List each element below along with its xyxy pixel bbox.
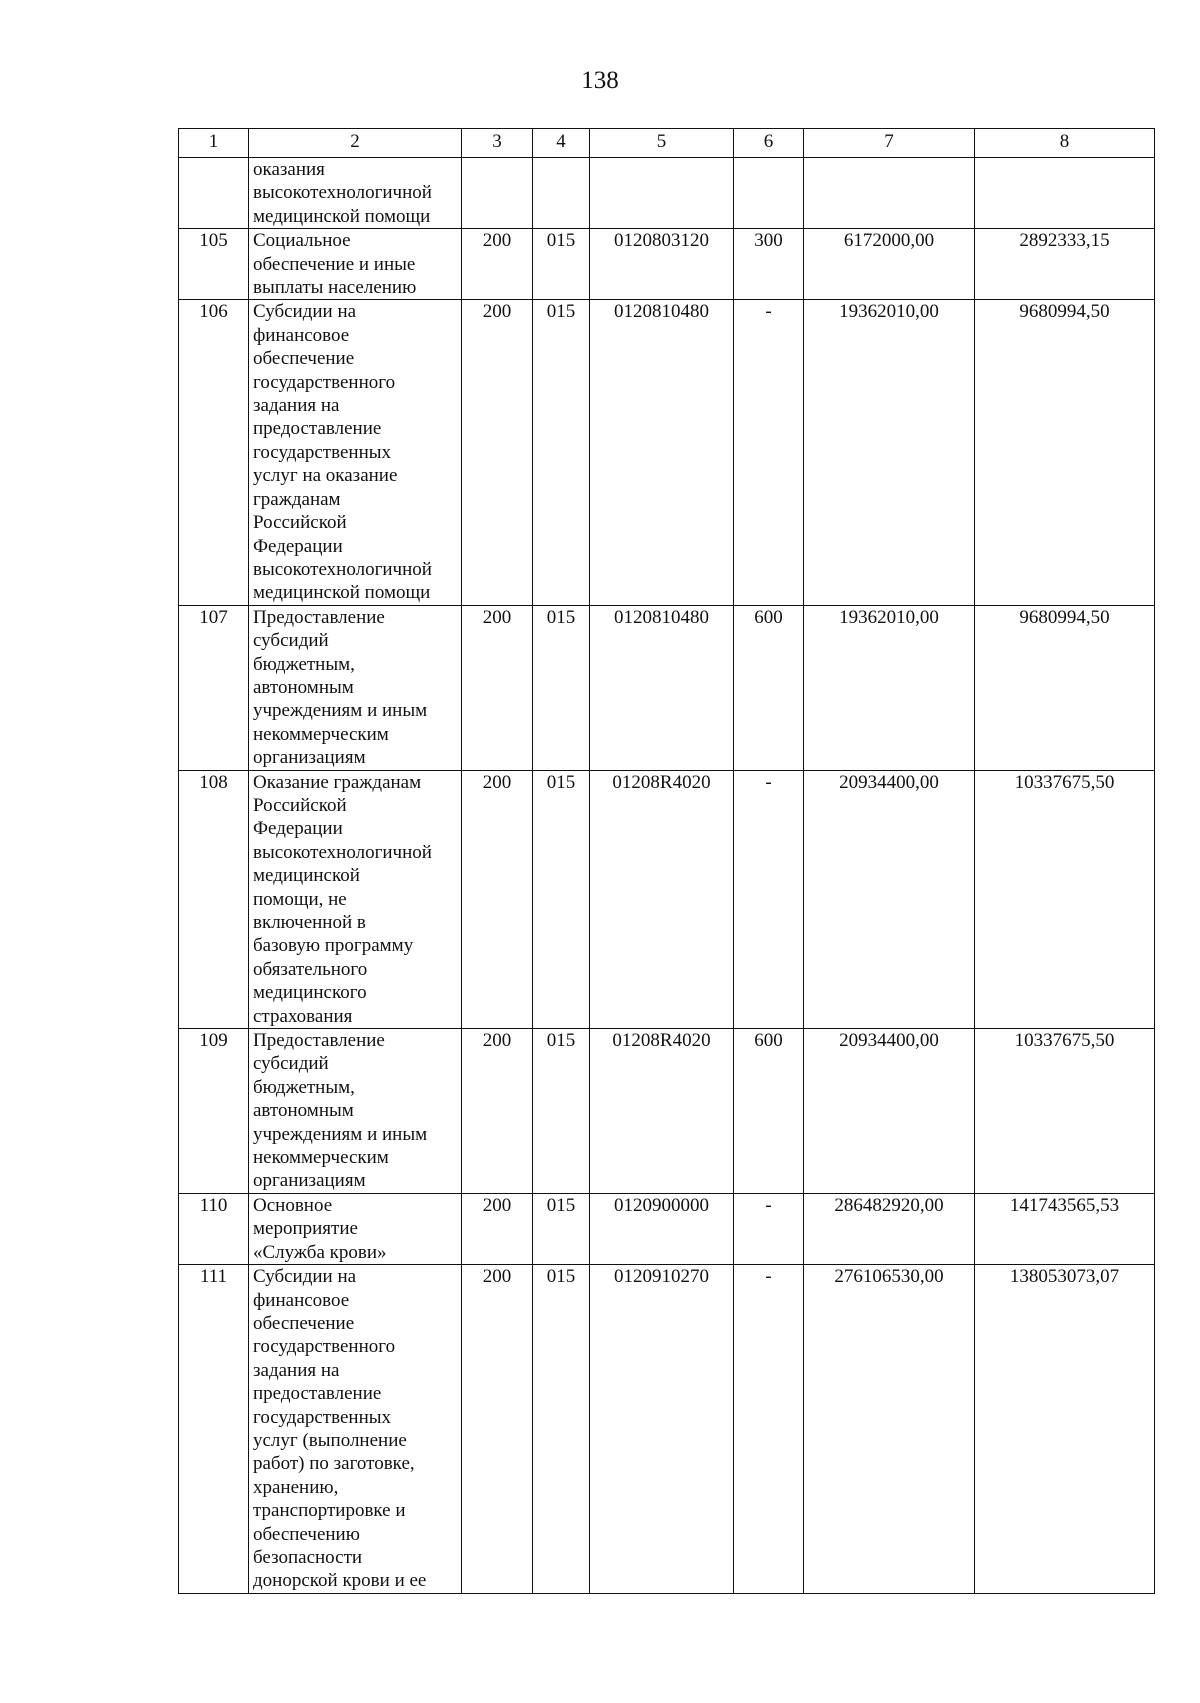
cell-col6: - — [734, 1193, 804, 1264]
row-name-line: медицинской помощи — [253, 205, 431, 227]
row-name-line: субсидий — [253, 1053, 329, 1075]
row-name-line: услуг на оказание — [253, 465, 398, 487]
row-name-line: мероприятие — [253, 1218, 358, 1240]
cell-col3: 200 — [462, 1265, 533, 1594]
table-row — [179, 300, 1155, 605]
row-name-line: некоммерческим — [253, 1147, 389, 1169]
cell-col5: 01208R4020 — [590, 1029, 734, 1194]
row-number-cell: 110 — [179, 1193, 249, 1264]
row-name-line: гражданам — [253, 488, 341, 510]
row-name-line: высокотехнологичной — [253, 841, 432, 863]
cell-col5: 01208R4020 — [590, 770, 734, 1028]
row-name-line: хранению, — [253, 1476, 339, 1498]
cell-col6: 300 — [734, 229, 804, 300]
row-name-line: учреждениям и иным — [253, 700, 428, 722]
cell-col8 — [975, 158, 1155, 229]
cell-col4: 015 — [533, 1029, 590, 1194]
cell-col8: 141743565,53 — [975, 1193, 1155, 1264]
cell-col7: 6172000,00 — [804, 229, 975, 300]
cell-col5: 0120910270 — [590, 1265, 734, 1594]
cell-col3 — [462, 158, 533, 229]
cell-col6 — [734, 158, 804, 229]
row-name-line: задания на — [253, 1359, 340, 1381]
table-row — [179, 605, 1155, 770]
cell-col6: - — [734, 770, 804, 1028]
column-header-3: 3 — [462, 129, 533, 158]
row-name-line: обеспечению — [253, 1523, 360, 1545]
row-name-line: бюджетным, — [253, 653, 355, 675]
row-name-line: работ) по заготовке, — [253, 1453, 415, 1475]
row-name-line: «Служба крови» — [253, 1241, 387, 1263]
budget-table — [178, 128, 1155, 1594]
column-header-2: 2 — [249, 129, 462, 158]
row-name-line: государственного — [253, 371, 396, 393]
cell-col7: 276106530,00 — [804, 1265, 975, 1594]
row-name-line: организациям — [253, 747, 366, 769]
table-row — [179, 1029, 1155, 1194]
row-name-line: некоммерческим — [253, 723, 389, 745]
cell-col6: - — [734, 1265, 804, 1594]
cell-col7: 20934400,00 — [804, 770, 975, 1028]
row-name-line: Социальное — [253, 230, 351, 252]
cell-col5 — [590, 158, 734, 229]
column-header-6: 6 — [734, 129, 804, 158]
row-name-line: выплаты населению — [253, 277, 417, 299]
row-name-line: предоставление — [253, 418, 382, 440]
row-number-cell: 111 — [179, 1265, 249, 1594]
row-number-cell: 109 — [179, 1029, 249, 1194]
cell-col8: 2892333,15 — [975, 229, 1155, 300]
row-name-cell — [249, 605, 462, 770]
row-name-cell — [249, 158, 462, 229]
row-name-line: Федерации — [253, 535, 343, 557]
cell-col6: 600 — [734, 605, 804, 770]
cell-col4: 015 — [533, 605, 590, 770]
column-header-8: 8 — [975, 129, 1155, 158]
column-header-1: 1 — [179, 129, 249, 158]
row-name-line: транспортировке и — [253, 1500, 406, 1522]
column-header-4: 4 — [533, 129, 590, 158]
cell-col4 — [533, 158, 590, 229]
row-name-line: субсидий — [253, 630, 329, 652]
row-name-line: Российской — [253, 512, 347, 534]
row-name-line: медицинской — [253, 865, 360, 887]
cell-col8: 9680994,50 — [975, 605, 1155, 770]
page-number: 138 — [581, 67, 619, 94]
row-name-line: высокотехнологичной — [253, 558, 432, 580]
row-name-line: обеспечение — [253, 1312, 355, 1334]
cell-col8: 138053073,07 — [975, 1265, 1155, 1594]
row-name-cell — [249, 1029, 462, 1194]
cell-col3: 200 — [462, 1193, 533, 1264]
row-name-line: Федерации — [253, 818, 343, 840]
cell-col8: 9680994,50 — [975, 300, 1155, 605]
row-name-line: обеспечение и иные — [253, 253, 416, 275]
row-name-line: финансовое — [253, 1289, 350, 1311]
table-row — [179, 770, 1155, 1028]
cell-col7 — [804, 158, 975, 229]
row-number-cell — [179, 158, 249, 229]
cell-col6: 600 — [734, 1029, 804, 1194]
row-name-line: задания на — [253, 395, 340, 417]
cell-col4: 015 — [533, 229, 590, 300]
row-name-line: Основное — [253, 1194, 333, 1216]
row-name-line: финансовое — [253, 324, 350, 346]
cell-col7: 20934400,00 — [804, 1029, 975, 1194]
cell-col5: 0120810480 — [590, 300, 734, 605]
row-name-line: Предоставление — [253, 606, 385, 628]
row-name-line: бюджетным, — [253, 1076, 355, 1098]
row-name-line: услуг (выполнение — [253, 1429, 407, 1451]
row-name-cell — [249, 1265, 462, 1594]
row-name-line: включенной в — [253, 912, 366, 933]
row-name-line: Субсидии на — [253, 301, 357, 323]
cell-col5: 0120803120 — [590, 229, 734, 300]
table-row — [179, 1265, 1155, 1594]
row-name-cell — [249, 300, 462, 605]
cell-col3: 200 — [462, 770, 533, 1028]
cell-col7: 286482920,00 — [804, 1193, 975, 1264]
row-name-line: базовую программу — [253, 935, 414, 957]
row-name-cell — [249, 1193, 462, 1264]
row-name-line: высокотехнологичной — [253, 182, 432, 204]
cell-col3: 200 — [462, 300, 533, 605]
row-name-line: предоставление — [253, 1383, 382, 1405]
row-name-line: государственных — [253, 1406, 392, 1428]
column-header-7: 7 — [804, 129, 975, 158]
row-name-line: организациям — [253, 1170, 366, 1192]
row-number-cell: 107 — [179, 605, 249, 770]
cell-col3: 200 — [462, 1029, 533, 1194]
cell-col4: 015 — [533, 300, 590, 605]
row-name-line: страхования — [253, 1005, 353, 1027]
cell-col4: 015 — [533, 770, 590, 1028]
table-row — [179, 229, 1155, 300]
row-number-cell: 108 — [179, 770, 249, 1028]
row-name-line: оказания — [253, 159, 325, 180]
row-name-line: Оказание гражданам — [253, 771, 422, 793]
row-number-cell: 106 — [179, 300, 249, 605]
row-name-line: Российской — [253, 794, 347, 816]
row-name-line: помощи, не — [253, 888, 347, 910]
header-row — [179, 129, 1155, 158]
row-name-line: Субсидии на — [253, 1266, 357, 1288]
row-name-line: государственного — [253, 1336, 396, 1358]
row-name-line: автономным — [253, 676, 354, 698]
row-number-cell: 105 — [179, 229, 249, 300]
cell-col4: 015 — [533, 1193, 590, 1264]
row-name-line: государственных — [253, 441, 392, 463]
row-name-line: обеспечение — [253, 348, 355, 370]
row-name-line: безопасности — [253, 1546, 363, 1568]
table-row — [179, 158, 1155, 229]
row-name-cell — [249, 229, 462, 300]
row-name-cell — [249, 770, 462, 1028]
cell-col3: 200 — [462, 229, 533, 300]
cell-col5: 0120810480 — [590, 605, 734, 770]
cell-col7: 19362010,00 — [804, 300, 975, 605]
row-name-line: донорской крови и ее — [253, 1570, 427, 1592]
row-name-line: медицинского — [253, 982, 367, 1004]
cell-col7: 19362010,00 — [804, 605, 975, 770]
cell-col3: 200 — [462, 605, 533, 770]
row-name-line: медицинской помощи — [253, 582, 431, 604]
row-name-line: обязательного — [253, 958, 368, 980]
row-name-line: Предоставление — [253, 1030, 385, 1052]
cell-col5: 0120900000 — [590, 1193, 734, 1264]
cell-col8: 10337675,50 — [975, 770, 1155, 1028]
row-name-line: автономным — [253, 1100, 354, 1122]
cell-col4: 015 — [533, 1265, 590, 1594]
cell-col6: - — [734, 300, 804, 605]
cell-col8: 10337675,50 — [975, 1029, 1155, 1194]
table-body — [179, 158, 1155, 1594]
table-row — [179, 1193, 1155, 1264]
row-name-line: учреждениям и иным — [253, 1123, 428, 1145]
column-header-5: 5 — [590, 129, 734, 158]
